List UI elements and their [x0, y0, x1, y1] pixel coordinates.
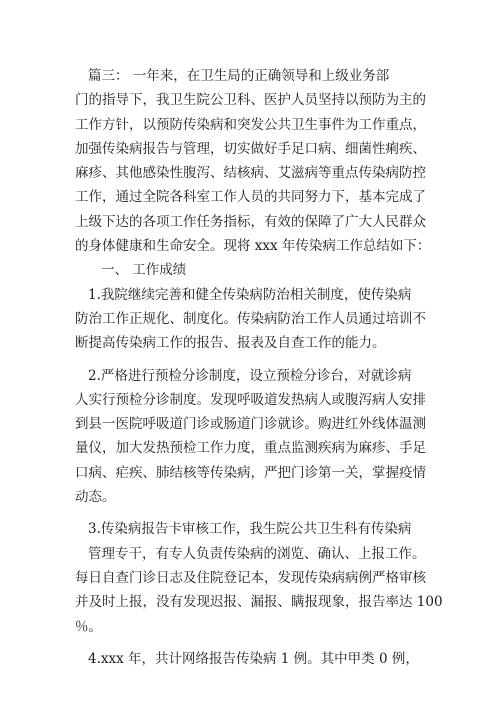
document-body — [75, 64, 443, 671]
item-3-line-4: 并及时上报，没有发现迟报、漏报、瞒报现象，报告率达 100 — [75, 594, 443, 611]
item-2-line-5: 口病、疟疾、肺结核等传染病，严把门诊第一关，掌握疫情 — [75, 464, 426, 481]
section-heading: 一、 工作成绩 — [101, 262, 187, 279]
intro-line-2: 门的指导下，我卫生院公卫科、医护人员坚持以预防为主的 — [75, 92, 426, 109]
intro-line-4: 加强传染病报告与管理，切实做好手足口病、细菌性痢疾、 — [75, 140, 426, 157]
item-3-line-1: 3.传染病报告卡审核工作，我生院公共卫生科有传染病 — [88, 521, 412, 538]
item-2-line-6: 动态。 — [75, 489, 116, 506]
intro-line-3: 工作方针，以预防传染病和突发公共卫生事件为工作重点， — [75, 116, 426, 133]
item-2-line-3: 到县一医院呼吸道门诊或肠道门诊就诊。购进红外线体温测 — [75, 416, 426, 433]
item-2-line-4: 量仪，加大发热预检工作力度，重点监测疾病为麻疹、手足 — [75, 440, 426, 457]
item-3-line-2: 管理专干，有专人负责传染病的浏览、确认、上报工作。 — [88, 545, 426, 562]
item-1-line-3: 断提高传染病工作的报告、报表及自查工作的能力。 — [75, 335, 386, 352]
intro-line-7: 上级下达的各项工作任务指标，有效的保障了广大人民群众 — [75, 213, 426, 230]
item-2-line-1: 2.严格进行预检分诊制度，设立预检分诊台，对就诊病 — [88, 367, 412, 384]
item-1-line-1: 1.我院继续完善和健全传染病防治相关制度，使传染病 — [88, 286, 412, 303]
item-4-line-1: 4.xxx 年，共计网络报告传染病 1 例。其中甲类 0 例， — [88, 650, 419, 667]
item-1-line-2: 防治工作正规化、制度化。传染病防治工作人员通过培训不 — [75, 310, 426, 327]
intro-line-8: 的身体健康和生命安全。现将 xxx 年传染病工作总结如下： — [75, 238, 431, 255]
intro-line-5: 麻疹、其他感染性腹泻、结核病、艾滋病等重点传染病防控 — [75, 165, 426, 182]
item-3-line-3: 每日自查门诊日志及住院登记本，发现传染病病例严格审核 — [75, 569, 426, 586]
item-2-line-2: 人实行预检分诊制度。发现呼吸道发热病人或腹泻病人安排 — [75, 391, 426, 408]
item-3-line-5: ％。 — [75, 618, 102, 635]
intro-line-6: 工作，通过全院各科室工作人员的共同努力下，基本完成了 — [75, 189, 426, 206]
intro-line-1: 篇三： 一年来，在卫生局的正确领导和上级业务部 — [88, 68, 390, 84]
